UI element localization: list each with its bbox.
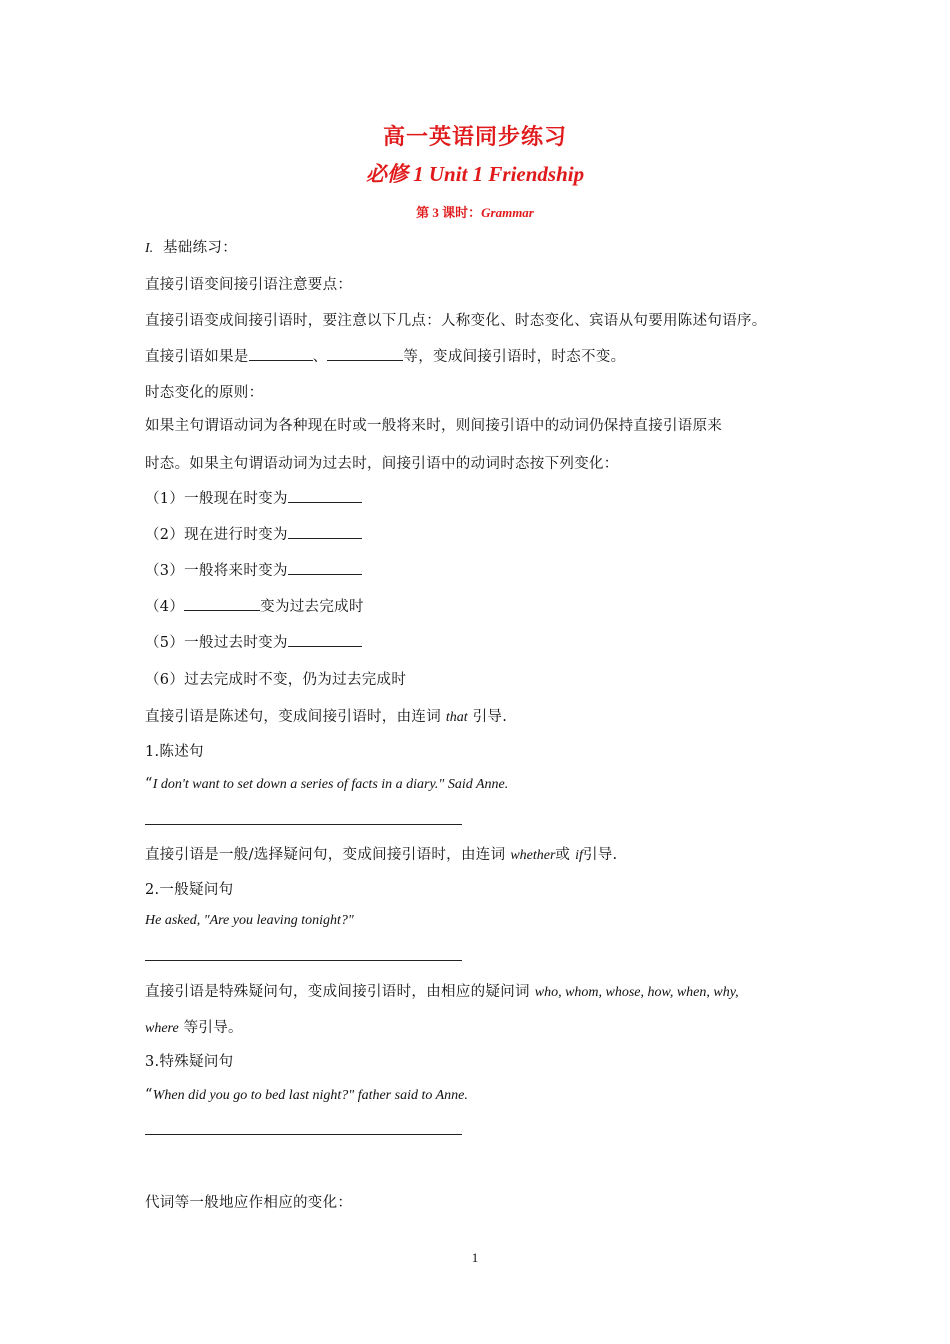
section-title: 基础练习： [163,240,237,256]
item-number: （1） [145,491,185,507]
statement-example [145,776,508,793]
quote-mark: “ [145,776,153,792]
answer-blank[interactable] [327,346,403,361]
item-number: （3） [145,563,185,579]
special-question-heading: 3.特殊疑问句 [145,1054,234,1070]
special-question-example [145,1087,468,1104]
answer-blank[interactable] [288,488,362,503]
page-title: 高一英语同步练习 [382,125,567,150]
tense-rule-item [145,668,406,689]
keyword: where [145,1021,179,1036]
special-question-rule [145,980,739,1001]
item-text: 现在进行时变为 [184,527,288,543]
tense-principle-line-2: 时态。如果主句谓语动词为过去时，间接引语中的动词时态按下列变化： [145,456,619,472]
keyword: whether [510,848,556,863]
general-question-example: He asked, "Are you leaving tonight?" [145,913,354,928]
example-sentence: I don't want to set down a series of facts in a diary." Said Anne. [152,777,509,792]
tense-rule-item [145,487,362,508]
statement-heading: 1.陈述句 [145,744,204,760]
lesson-prefix: 第 3 课时： [416,205,482,220]
unchanged-tense-sentence [145,345,625,366]
answer-line[interactable] [145,1134,462,1135]
section-heading [145,236,237,257]
answer-blank[interactable] [288,632,362,647]
answer-blank[interactable] [249,346,313,361]
text-segment: 等，变成间接引语时，时态不变。 [403,349,626,365]
answer-blank[interactable] [184,596,260,611]
answer-line[interactable] [145,960,462,961]
notes-points: 直接引语变成间接引语时，要注意以下几点：人称变化、时态变化、宾语从句要用陈述句语序。 [145,313,767,329]
tense-rule-item [145,523,362,544]
page-subtitle: 必修 1 Unit 1 Friendship [365,162,585,186]
tense-rule-item [145,595,364,616]
item-text: 一般过去时变为 [184,635,288,651]
item-text: 一般现在时变为 [184,491,288,507]
text-segment: 引导. [472,709,508,725]
keyword: who, whom, whose, how, when, why, [534,985,739,1000]
text-segment: 直接引语是特殊疑问句，变成间接引语时，由相应的疑问词 [145,984,530,1000]
text-segment: 或 [555,847,571,863]
keyword: that [445,710,468,725]
item-number: （4） [145,599,185,615]
tense-principle-heading: 时态变化的原则： [145,385,264,401]
tense-principle-line-1: 如果主句谓语动词为各种现在时或一般将来时，则间接引语中的动词仍保持直接引语原来 [145,418,723,434]
lesson-label [0,202,950,221]
text-segment: 直接引语是陈述句，变成间接引语时，由连词 [145,709,441,725]
special-question-rule-cont [145,1016,243,1037]
tense-rule-item [145,559,362,580]
item-number: （2） [145,527,185,543]
quote-mark: “ [145,1087,153,1103]
item-text: 变为过去完成时 [260,599,364,615]
notes-heading: 直接引语变间接引语注意要点： [145,277,353,293]
general-question-heading: 2.一般疑问句 [145,882,234,898]
pronoun-change-heading: 代词等一般地应作相应的变化： [145,1195,353,1211]
example-sentence: When did you go to bed last night?" father said to Anne. [152,1088,468,1103]
general-question-rule [145,843,617,864]
item-text: 过去完成时不变，仍为过去完成时 [184,672,407,688]
section-number: I. [145,241,154,256]
item-number: （5） [145,635,185,651]
item-text: 一般将来时变为 [184,563,288,579]
text-segment: 引导. [582,847,618,863]
text-segment: 等引导。 [183,1020,243,1036]
text-segment: 、 [312,349,328,365]
answer-line[interactable] [145,824,462,825]
page-number: 1 [471,1250,479,1265]
text-segment: 直接引语如果是 [145,349,249,365]
tense-rule-item [145,631,362,652]
keyword: if [575,848,583,863]
statement-rule [145,705,507,726]
text-segment: 直接引语是一般/选择疑问句，变成间接引语时，由连词 [145,847,506,863]
answer-blank[interactable] [288,560,362,575]
item-number: （6） [145,672,185,688]
answer-blank[interactable] [288,524,362,539]
lesson-topic: Grammar [481,205,534,220]
